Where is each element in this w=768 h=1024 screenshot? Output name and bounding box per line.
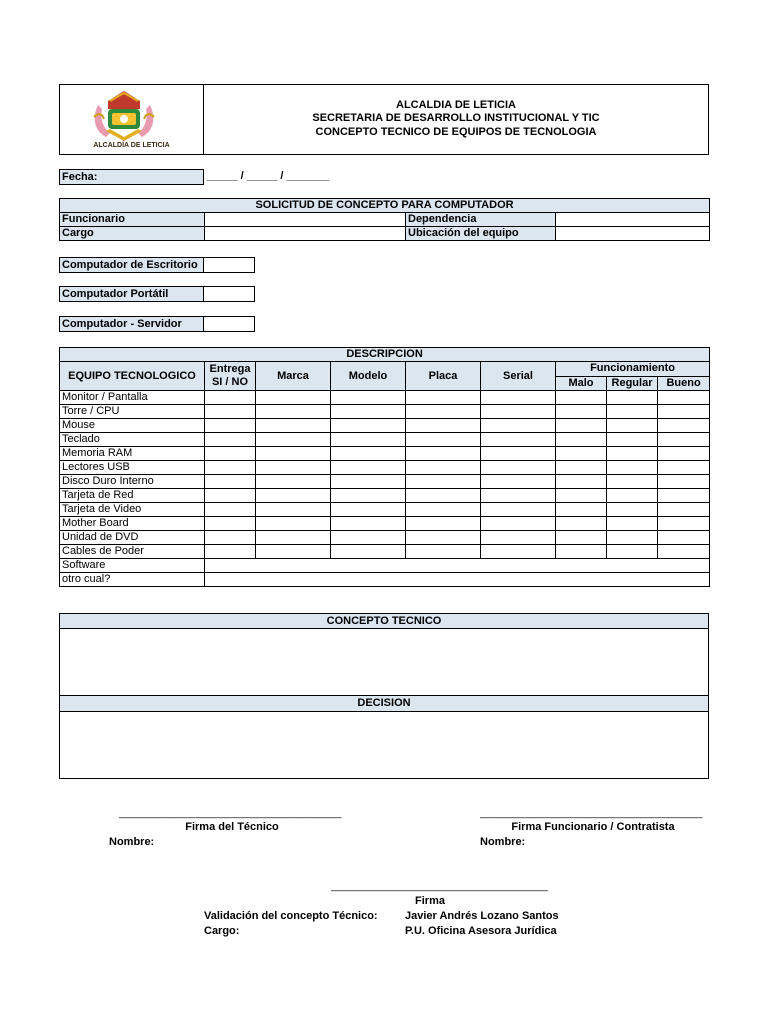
bueno-cell[interactable] (658, 433, 710, 447)
col-equipo: EQUIPO TECNOLOGICO (60, 362, 205, 391)
signature-line-center: _______________________________________ (331, 881, 548, 892)
decision-field[interactable] (60, 712, 708, 778)
malo-cell[interactable] (556, 489, 607, 503)
entrega-cell[interactable] (205, 489, 256, 503)
table-row (60, 545, 710, 559)
malo-cell[interactable] (556, 461, 607, 475)
table-row (60, 447, 710, 461)
modelo-cell[interactable] (331, 545, 406, 559)
modelo-cell[interactable] (331, 517, 406, 531)
nombre-left-label: Nombre: (109, 836, 155, 848)
equipo-name: Monitor / Pantalla (60, 391, 205, 405)
signature-line-left: ________________________________________ (119, 808, 342, 819)
firma-tecnico-label: Firma del Técnico (185, 821, 279, 833)
cargo-bottom-value: P.U. Oficina Asesora Jurídica (405, 925, 557, 937)
regular-cell[interactable] (607, 433, 658, 447)
marca-cell[interactable] (256, 433, 331, 447)
table-row (60, 433, 710, 447)
col-marca: Marca (256, 362, 331, 391)
entrega-cell[interactable] (205, 531, 256, 545)
entrega-cell[interactable] (205, 545, 256, 559)
table-row (60, 531, 710, 545)
placa-cell[interactable] (406, 461, 481, 475)
marca-cell[interactable] (256, 503, 331, 517)
concepto-field[interactable] (60, 629, 708, 695)
equipo-name: Disco Duro Interno (60, 475, 205, 489)
bueno-cell[interactable] (658, 391, 710, 405)
serial-cell[interactable] (481, 405, 556, 419)
bueno-cell[interactable] (658, 461, 710, 475)
modelo-cell[interactable] (331, 405, 406, 419)
malo-cell[interactable] (556, 475, 607, 489)
placa-cell[interactable] (406, 391, 481, 405)
header-title-2: SECRETARIA DE DESARROLLO INSTITUCIONAL Y TIC (312, 112, 600, 124)
decision-title: DECISION (60, 695, 708, 712)
nombre-right-label: Nombre: (480, 836, 526, 848)
bueno-cell[interactable] (658, 503, 710, 517)
entrega-cell[interactable] (205, 405, 256, 419)
dependencia-label: Dependencia (406, 213, 556, 227)
placa-cell[interactable] (406, 531, 481, 545)
servidor-checkbox[interactable] (203, 316, 255, 332)
municipal-seal-icon (88, 87, 160, 143)
modelo-cell[interactable] (331, 433, 406, 447)
regular-cell[interactable] (607, 419, 658, 433)
regular-cell[interactable] (607, 489, 658, 503)
bueno-cell[interactable] (658, 531, 710, 545)
validacion-name: Javier Andrés Lozano Santos (405, 910, 559, 922)
placa-cell[interactable] (406, 475, 481, 489)
modelo-cell[interactable] (331, 531, 406, 545)
marca-cell[interactable] (256, 475, 331, 489)
equipo-name: Lectores USB (60, 461, 205, 475)
marca-cell[interactable] (256, 461, 331, 475)
dependencia-field[interactable] (556, 213, 710, 227)
modelo-cell[interactable] (331, 503, 406, 517)
equipo-name: Tarjeta de Video (60, 503, 205, 517)
bueno-cell[interactable] (658, 447, 710, 461)
otro-field[interactable] (205, 573, 710, 587)
regular-cell[interactable] (607, 517, 658, 531)
servidor-label: Computador - Servidor (59, 316, 204, 332)
equipo-name: Unidad de DVD (60, 531, 205, 545)
entrega-cell[interactable] (205, 503, 256, 517)
equipo-name: Mother Board (60, 517, 205, 531)
portatil-label: Computador Portátil (59, 286, 204, 302)
signature-line-right: ________________________________________ (480, 808, 703, 819)
malo-cell[interactable] (556, 405, 607, 419)
marca-cell[interactable] (256, 405, 331, 419)
descripcion-table (59, 347, 710, 587)
entrega-cell[interactable] (205, 461, 256, 475)
software-label: Software (60, 559, 205, 573)
bueno-cell[interactable] (658, 517, 710, 531)
marca-cell[interactable] (256, 447, 331, 461)
logo (88, 87, 160, 143)
marca-cell[interactable] (256, 391, 331, 405)
modelo-cell[interactable] (331, 447, 406, 461)
entrega-cell[interactable] (205, 447, 256, 461)
table-row (60, 503, 710, 517)
col-funcionamiento: Funcionamiento (556, 362, 710, 377)
bueno-cell[interactable] (658, 489, 710, 503)
serial-cell[interactable] (481, 391, 556, 405)
otro-label: otro cual? (60, 573, 205, 587)
placa-cell[interactable] (406, 433, 481, 447)
equipo-name: Memoria RAM (60, 447, 205, 461)
cargo-bottom-label: Cargo: (204, 925, 240, 937)
concepto-box (59, 613, 709, 779)
entrega-cell[interactable] (205, 475, 256, 489)
malo-cell[interactable] (556, 433, 607, 447)
marca-cell[interactable] (256, 531, 331, 545)
escritorio-checkbox[interactable] (203, 257, 255, 273)
col-malo: Malo (556, 376, 607, 391)
header-box (59, 84, 709, 155)
regular-cell[interactable] (607, 475, 658, 489)
table-row (60, 489, 710, 503)
entrega-cell[interactable] (205, 517, 256, 531)
col-entrega-line2: SI / NO (211, 376, 249, 388)
placa-cell[interactable] (406, 503, 481, 517)
firma-label: Firma (415, 895, 445, 907)
placa-cell[interactable] (406, 545, 481, 559)
serial-cell[interactable] (481, 461, 556, 475)
regular-cell[interactable] (607, 461, 658, 475)
escritorio-label: Computador de Escritorio (59, 257, 204, 273)
ubicacion-field[interactable] (556, 227, 710, 241)
logo-caption: ALCALDÍA DE LETICIA (93, 142, 170, 149)
col-serial: Serial (481, 362, 556, 391)
entrega-cell[interactable] (205, 433, 256, 447)
regular-cell[interactable] (607, 531, 658, 545)
col-entrega (205, 362, 256, 391)
marca-cell[interactable] (256, 517, 331, 531)
equipo-name: Cables de Poder (60, 545, 205, 559)
table-row (60, 405, 710, 419)
serial-cell[interactable] (481, 545, 556, 559)
placa-cell[interactable] (406, 489, 481, 503)
malo-cell[interactable] (556, 391, 607, 405)
modelo-cell[interactable] (331, 419, 406, 433)
concepto-title: CONCEPTO TECNICO (60, 614, 708, 629)
fecha-value[interactable]: _____ / _____ / _______ (207, 170, 330, 182)
bueno-cell[interactable] (658, 545, 710, 559)
malo-cell[interactable] (556, 419, 607, 433)
col-regular: Regular (607, 376, 658, 391)
malo-cell[interactable] (556, 517, 607, 531)
bueno-cell[interactable] (658, 475, 710, 489)
modelo-cell[interactable] (331, 489, 406, 503)
software-field[interactable] (205, 559, 710, 573)
funcionario-field[interactable] (205, 213, 406, 227)
serial-cell[interactable] (481, 503, 556, 517)
malo-cell[interactable] (556, 531, 607, 545)
table-row (60, 475, 710, 489)
equipo-name: Mouse (60, 419, 205, 433)
cargo-field[interactable] (205, 227, 406, 241)
table-row (60, 517, 710, 531)
solicitud-title: SOLICITUD DE CONCEPTO PARA COMPUTADOR (60, 199, 710, 213)
marca-cell[interactable] (256, 419, 331, 433)
validacion-label: Validación del concepto Técnico: (204, 910, 378, 922)
equipo-name: Tarjeta de Red (60, 489, 205, 503)
marca-cell[interactable] (256, 489, 331, 503)
equipo-name: Torre / CPU (60, 405, 205, 419)
descripcion-title: DESCRIPCION (60, 348, 710, 362)
funcionario-label: Funcionario (60, 213, 205, 227)
serial-cell[interactable] (481, 489, 556, 503)
descripcion-body (60, 391, 710, 559)
table-row (60, 419, 710, 433)
solicitud-table (59, 198, 710, 241)
modelo-cell[interactable] (331, 475, 406, 489)
col-bueno: Bueno (658, 376, 710, 391)
marca-cell[interactable] (256, 545, 331, 559)
fecha-label: Fecha: (59, 169, 204, 185)
serial-cell[interactable] (481, 419, 556, 433)
cargo-label: Cargo (60, 227, 205, 241)
bueno-cell[interactable] (658, 405, 710, 419)
portatil-checkbox[interactable] (203, 286, 255, 302)
serial-cell[interactable] (481, 531, 556, 545)
regular-cell[interactable] (607, 405, 658, 419)
regular-cell[interactable] (607, 391, 658, 405)
regular-cell[interactable] (607, 545, 658, 559)
serial-cell[interactable] (481, 517, 556, 531)
modelo-cell[interactable] (331, 391, 406, 405)
ubicacion-label: Ubicación del equipo (406, 227, 556, 241)
table-row (60, 461, 710, 475)
firma-funcionario-label: Firma Funcionario / Contratista (511, 821, 675, 833)
serial-cell[interactable] (481, 447, 556, 461)
header-title-3: CONCEPTO TECNICO DE EQUIPOS DE TECNOLOGIA (315, 126, 597, 138)
col-modelo: Modelo (331, 362, 406, 391)
regular-cell[interactable] (607, 503, 658, 517)
header-title-1: ALCALDIA DE LETICIA (396, 99, 516, 111)
col-entrega-line1: Entrega (209, 363, 251, 375)
entrega-cell[interactable] (205, 419, 256, 433)
placa-cell[interactable] (406, 517, 481, 531)
serial-cell[interactable] (481, 475, 556, 489)
bueno-cell[interactable] (658, 419, 710, 433)
placa-cell[interactable] (406, 419, 481, 433)
placa-cell[interactable] (406, 447, 481, 461)
entrega-cell[interactable] (205, 391, 256, 405)
regular-cell[interactable] (607, 447, 658, 461)
col-placa: Placa (406, 362, 481, 391)
placa-cell[interactable] (406, 405, 481, 419)
equipo-name: Teclado (60, 433, 205, 447)
malo-cell[interactable] (556, 545, 607, 559)
malo-cell[interactable] (556, 503, 607, 517)
serial-cell[interactable] (481, 433, 556, 447)
table-row (60, 391, 710, 405)
malo-cell[interactable] (556, 447, 607, 461)
modelo-cell[interactable] (331, 461, 406, 475)
